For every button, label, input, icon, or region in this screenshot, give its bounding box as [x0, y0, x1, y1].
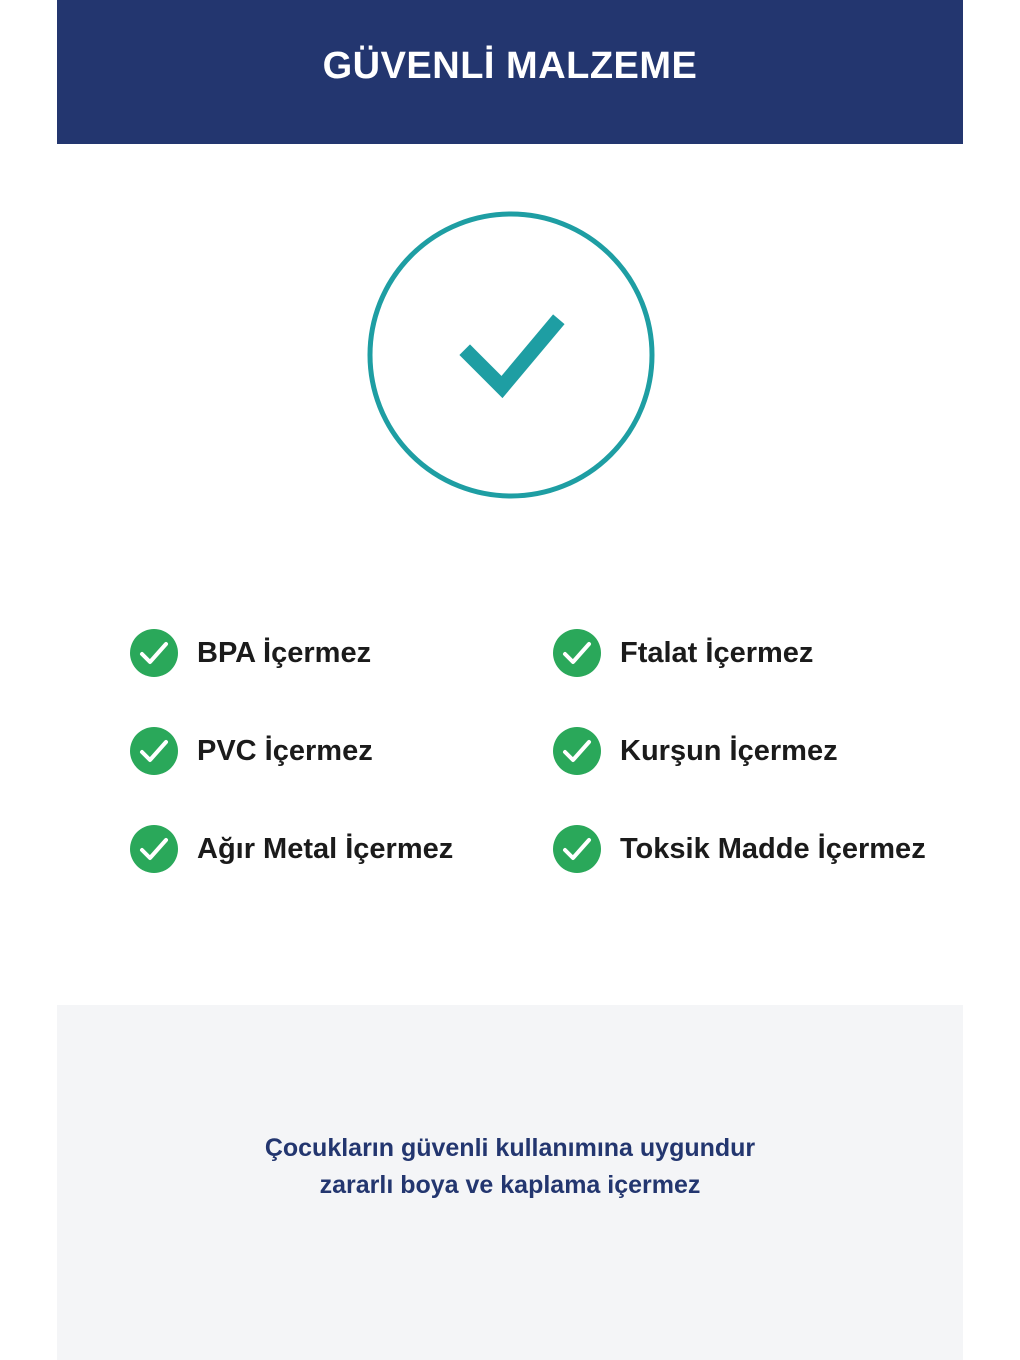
feature-item-toksik-madde [553, 824, 926, 874]
check-badge-icon [553, 727, 601, 775]
header-banner [57, 0, 963, 144]
feature-label: PVC İçermez [197, 734, 373, 767]
footer-line-2: zararlı boya ve kaplama içermez [319, 1171, 701, 1199]
check-badge-icon [553, 825, 601, 873]
feature-item-kursun [553, 726, 838, 776]
check-badge-icon [130, 727, 178, 775]
page-title: GÜVENLİ MALZEME [322, 44, 698, 87]
check-badge-icon [553, 629, 601, 677]
feature-item-pvc [130, 726, 373, 776]
footer-line-1: Çocukların güvenli kullanımına uygundur [264, 1134, 756, 1162]
feature-item-ftalat [553, 628, 813, 678]
footer-description [57, 1130, 963, 1204]
feature-label: Toksik Madde İçermez [620, 832, 926, 865]
feature-label: Ağır Metal İçermez [197, 832, 454, 865]
check-circle-icon [366, 210, 656, 500]
feature-item-agir-metal [130, 824, 453, 874]
footer-panel [57, 1005, 963, 1360]
feature-item-bpa [130, 628, 371, 678]
check-badge-icon [130, 629, 178, 677]
feature-label: Ftalat İçermez [620, 636, 814, 669]
feature-label: Kurşun İçermez [620, 734, 838, 767]
check-badge-icon [130, 825, 178, 873]
feature-label: BPA İçermez [197, 636, 372, 669]
